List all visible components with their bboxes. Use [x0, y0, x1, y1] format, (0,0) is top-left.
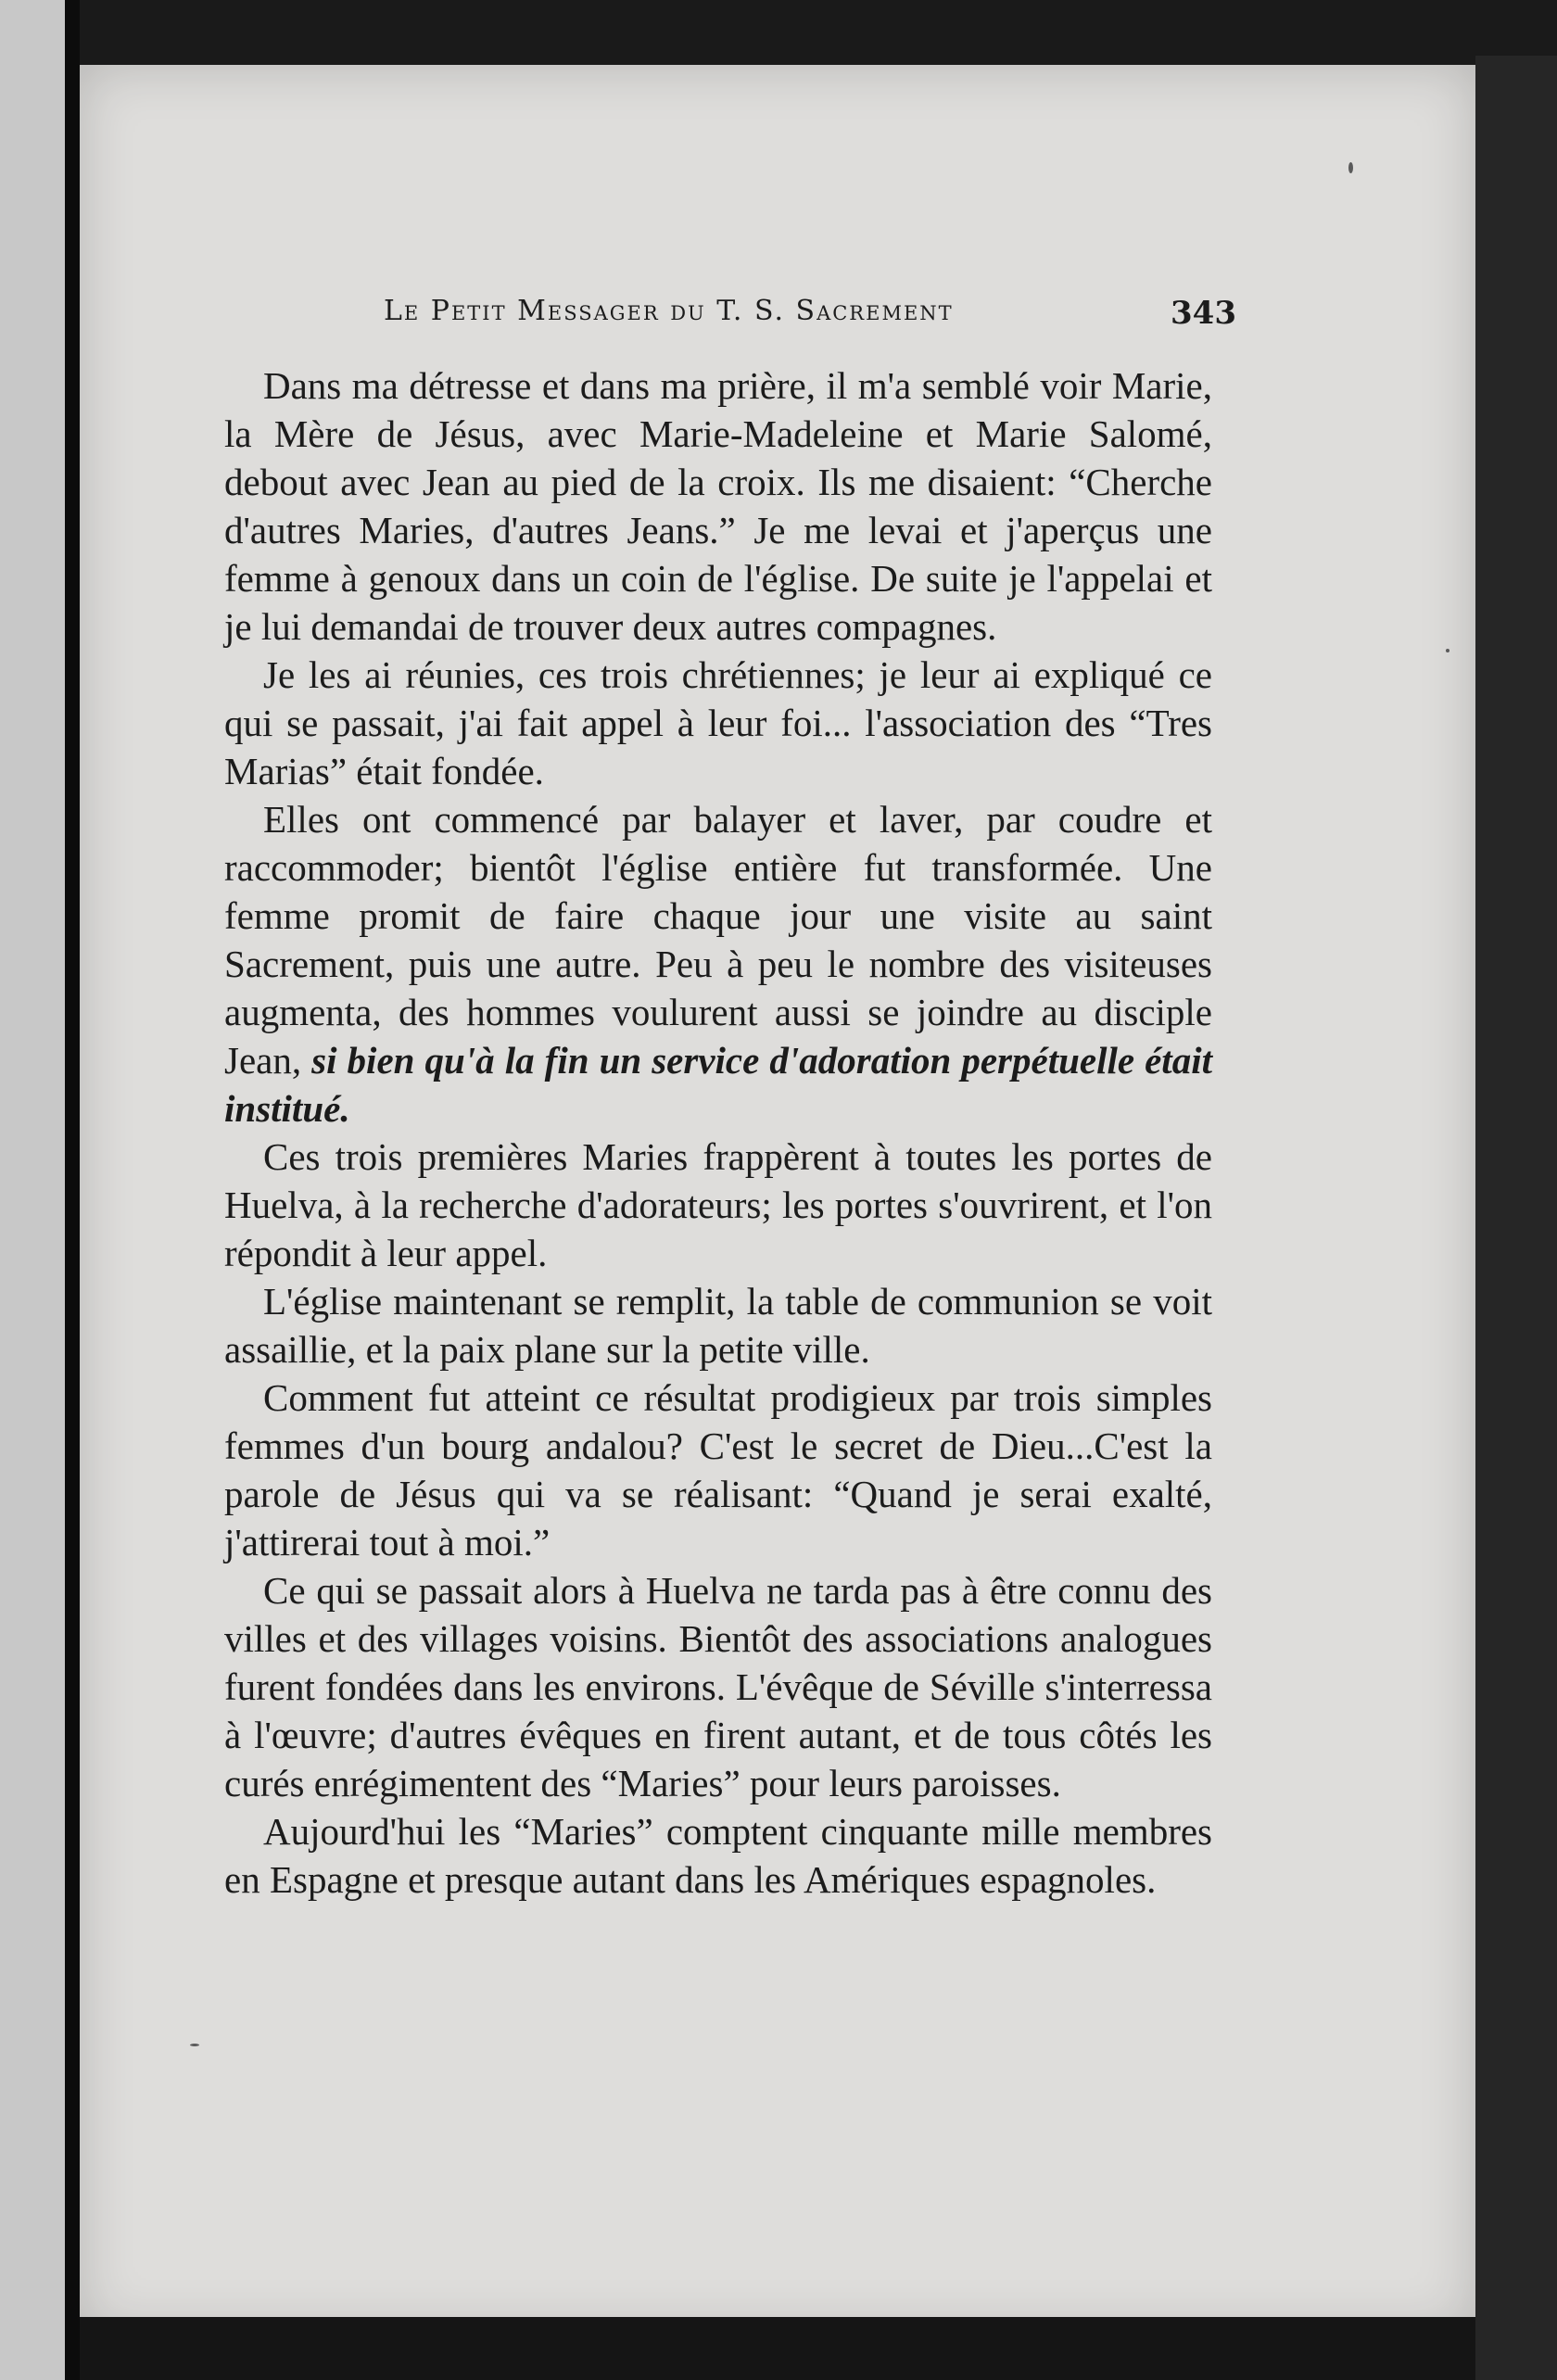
paragraph-5: L'église maintenant se remplit, la table de communion se voit assaillie, et la paix plane sur la petite ville.: [224, 1280, 1212, 1371]
paragraph-3-text: Elles ont commencé par balayer et laver, par coudre et raccommoder; bientôt l'église entière fut transformée. Une femme promit de faire chaque jour une visite au saint Sacrement, puis une autre. Peu à peu le nombre des visiteuses augmenta, des hommes voulurent aussi se joindre au disciple Jean,: [224, 798, 1212, 1082]
paragraph-3-emphasis: si bien qu'à la fin un service d'adoration perpétuelle était institué.: [224, 1039, 1212, 1130]
running-head: [384, 287, 1236, 343]
bottom-scan-edge: [80, 2317, 1475, 2380]
right-scan-edge: [1475, 56, 1557, 2380]
paragraph-3: [224, 795, 1212, 1133]
left-binding-edge: [65, 0, 80, 2380]
paper-speck: [1348, 162, 1353, 173]
running-head-title: Le Petit Messager du T. S. Sacrement: [384, 295, 954, 327]
page-number: 343: [1171, 295, 1236, 332]
paragraph-4: Ces trois premières Maries frappèrent à toutes les portes de Huelva, à la recherche d'adorateurs; les portes s'ouvrirent, et l'on répondit à leur appel.: [224, 1135, 1212, 1274]
paper-speck: [190, 2044, 199, 2046]
left-scan-margin: [0, 0, 65, 2380]
paragraph-7: Ce qui se passait alors à Huelva ne tarda pas à être connu des villes et des villages voisins. Bientôt des associations analogues furent fondées dans les environs. L'évêque de Séville s'interressa à l'œuvre; d'autres évêques en firent autant, et de tous côtés les curés enrégimentent des “Maries” pour leurs paroisses.: [224, 1569, 1212, 1804]
paragraph-8: Aujourd'hui les “Maries” comptent cinquante mille membres en Espagne et presque autant dans les Amériques espagnoles.: [224, 1810, 1212, 1901]
body-text: [224, 361, 1212, 1904]
paragraph-6: Comment fut atteint ce résultat prodigieux par trois simples femmes d'un bourg andalou? C'est le secret de Dieu...C'est la parole de Jésus qui va se réalisant: “Quand je serai exalté, j'attirerai tout à moi.”: [224, 1376, 1212, 1563]
paragraph-1: Dans ma détresse et dans ma prière, il m'a semblé voir Marie, la Mère de Jésus, avec Marie-Madeleine et Marie Salomé, debout avec Jean au pied de la croix. Ils me disaient: “Cherche d'autres Maries, d'autres Jeans.” Je me levai et j'aperçus une femme à genoux dans un coin de l'église. De suite je l'appelai et je lui demandai de trouver deux autres compagnes.: [224, 364, 1212, 648]
paragraph-2: Je les ai réunies, ces trois chrétiennes; je leur ai expliqué ce qui se passait, j'ai fait appel à leur foi... l'association des “Tres Marias” était fondée.: [224, 653, 1212, 792]
paper-speck: [1446, 649, 1449, 652]
